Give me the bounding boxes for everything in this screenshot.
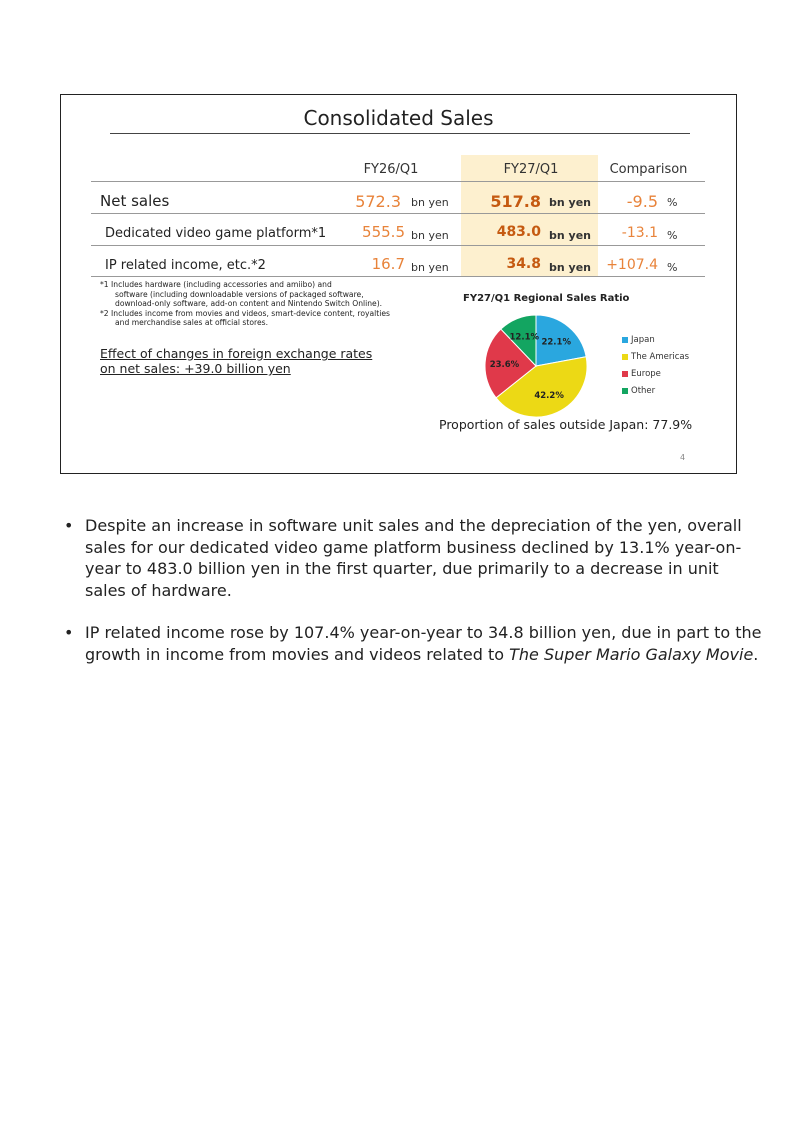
chart-title: FY27/Q1 Regional Sales Ratio bbox=[463, 293, 630, 304]
net-sales-comparison-unit: % bbox=[667, 196, 678, 209]
legend-label: Europe bbox=[631, 368, 661, 379]
dedicated-platform-comparison-unit: % bbox=[667, 229, 678, 242]
legend-label: Japan bbox=[631, 334, 655, 345]
pie-data-label: 22.1% bbox=[541, 337, 571, 348]
dedicated-platform-comparison: -13.1 bbox=[621, 225, 658, 241]
ip-income-fy27-unit: bn yen bbox=[549, 261, 591, 274]
title-divider bbox=[110, 133, 690, 134]
footnote-line: software (including downloadable versions of packaged software, bbox=[115, 289, 364, 299]
footnote-line: and merchandise sales at official stores. bbox=[115, 318, 268, 327]
pie-data-label: 23.6% bbox=[489, 359, 520, 370]
bullet-item bbox=[64, 622, 764, 665]
footnote-line: *2 Includes income from movies and videos, smart-device content, royalties bbox=[100, 308, 390, 318]
net-sales-fy27: 517.8 bbox=[490, 192, 541, 211]
dedicated-platform-fy27-unit: bn yen bbox=[549, 229, 591, 242]
ip-income-comparison-unit: % bbox=[667, 261, 678, 274]
regional-sales-pie-chart bbox=[481, 311, 591, 421]
movie-title: The Super Mario Galaxy Movie bbox=[509, 644, 754, 664]
column-header-fy27: FY27/Q1 bbox=[503, 162, 559, 177]
fx-effect-line: on net sales: +39.0 billion yen bbox=[100, 361, 291, 376]
legend-item bbox=[622, 365, 689, 382]
legend-item bbox=[622, 348, 689, 365]
slide-title: Consolidated Sales bbox=[303, 106, 494, 130]
slide-panel bbox=[60, 94, 737, 474]
net-sales-comparison: -9.5 bbox=[626, 192, 658, 211]
legend-label: Other bbox=[631, 385, 656, 396]
page-number: 4 bbox=[680, 453, 686, 462]
legend-label: The Americas bbox=[631, 351, 690, 362]
body-bullets bbox=[64, 515, 764, 665]
row-label-dedicated-platform: Dedicated video game platform*1 bbox=[105, 226, 327, 241]
footnote-line: *1 Includes hardware (including accessories and amiibo) and bbox=[100, 280, 332, 289]
table-bottom-rule bbox=[91, 276, 705, 277]
pie-data-label: 12.1% bbox=[509, 332, 540, 343]
bullet-text bbox=[85, 622, 764, 665]
legend-swatch bbox=[622, 354, 628, 360]
row-rule bbox=[91, 213, 705, 214]
net-sales-fy26: 572.3 bbox=[355, 192, 401, 211]
row-label-ip-income: IP related income, etc.*2 bbox=[105, 258, 266, 273]
bullet-text-end: . bbox=[753, 644, 759, 664]
footnotes bbox=[100, 280, 390, 328]
proportion-outside-japan: Proportion of sales outside Japan: 77.9% bbox=[439, 417, 693, 432]
bullet-text: Despite an increase in software unit sales and the depreciation of the yen, overall sales for our dedicated video game platform business declined by 13.1% year-on-year to 483.0 billion yen in the first quarter, due primarily to a decrease in unit sales of hardware. bbox=[85, 516, 742, 600]
bullet-item bbox=[64, 515, 764, 601]
legend-swatch bbox=[622, 337, 628, 343]
bullet-text-part: IP related income rose by 107.4% year-on-year to 34.8 billion yen, due in part to the growth in income from movies and videos related to bbox=[85, 623, 762, 664]
pie-data-label: 42.2% bbox=[534, 390, 564, 401]
bullet-dot: • bbox=[64, 516, 74, 535]
footnote-line: download-only software, add-on content and Nintendo Switch Online). bbox=[115, 299, 383, 308]
net-sales-fy27-unit: bn yen bbox=[549, 196, 591, 209]
fx-effect-line: Effect of changes in foreign exchange rates bbox=[100, 346, 373, 361]
row-rule bbox=[91, 245, 705, 246]
ip-income-fy26-unit: bn yen bbox=[411, 261, 449, 274]
ip-income-fy26: 16.7 bbox=[371, 255, 405, 273]
dedicated-platform-fy26-unit: bn yen bbox=[411, 229, 449, 242]
net-sales-fy26-unit: bn yen bbox=[411, 196, 449, 209]
column-header-fy26: FY26/Q1 bbox=[363, 162, 419, 177]
fx-effect-note bbox=[100, 346, 372, 376]
ip-income-fy27: 34.8 bbox=[506, 256, 541, 272]
row-label-net-sales: Net sales bbox=[100, 192, 170, 210]
dedicated-platform-fy26: 555.5 bbox=[362, 223, 405, 241]
legend-item bbox=[622, 331, 689, 348]
column-header-comparison: Comparison bbox=[609, 162, 688, 177]
table-header-rule bbox=[91, 181, 705, 182]
dedicated-platform-fy27: 483.0 bbox=[496, 224, 541, 240]
bullet-dot: • bbox=[64, 623, 74, 642]
legend-swatch bbox=[622, 388, 628, 394]
ip-income-comparison: +107.4 bbox=[606, 257, 658, 273]
chart-legend bbox=[622, 331, 689, 399]
legend-swatch bbox=[622, 371, 628, 377]
legend-item bbox=[622, 382, 689, 399]
